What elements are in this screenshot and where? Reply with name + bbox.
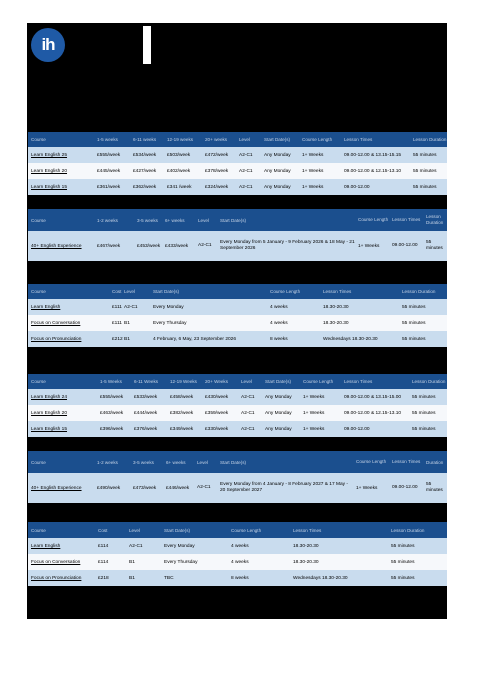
- table-row: [28, 538, 447, 554]
- table-cell: A2-C1: [241, 394, 255, 400]
- table-cell: £533/week: [134, 394, 158, 400]
- column-header: Level: [239, 137, 250, 142]
- table-cell: A2-C1: [124, 304, 138, 310]
- table-cell: 55 minutes: [413, 152, 437, 158]
- column-header: 1-5 weeks: [97, 137, 118, 142]
- table-cell: 4 weeks: [270, 304, 288, 310]
- column-header: Lesson Duration: [426, 214, 444, 225]
- column-header: Course Length: [303, 379, 334, 384]
- table-row: [28, 473, 447, 503]
- table-cell: 09.00-12.00 & 12.15-13.10: [344, 410, 402, 416]
- table-cell: £402/week: [167, 168, 191, 174]
- table-cell: £359/week: [205, 410, 229, 416]
- column-header: Lesson Duration: [402, 289, 436, 294]
- column-header: Course Length: [302, 137, 333, 142]
- table-header: [28, 374, 447, 389]
- table-row: [28, 315, 447, 331]
- table-row: [28, 389, 447, 405]
- course-link[interactable]: Focus on Pronunciation: [31, 336, 82, 342]
- course-link[interactable]: Learn English 15: [31, 426, 68, 432]
- table-cell: £378/week: [205, 168, 229, 174]
- table-row: [28, 421, 447, 437]
- table-cell: Any Monday: [264, 184, 291, 190]
- table-cell: 55 minutes: [412, 410, 436, 416]
- column-header: Course: [31, 137, 46, 142]
- course-link[interactable]: Focus on Pronunciation: [31, 575, 82, 581]
- column-header: Lesson Times: [344, 137, 373, 142]
- table-cell: 09.00-12.00 & 13.15-15.15: [344, 152, 402, 158]
- table-cell: 8 weeks: [270, 336, 288, 342]
- table-cell: £473/week: [133, 485, 157, 491]
- column-header: Lesson Times: [392, 459, 421, 464]
- table-header: [28, 451, 447, 473]
- table-cell: 55 minutes: [402, 304, 426, 310]
- column-header: Lesson Times: [392, 217, 421, 222]
- table-cell: 55 minutes: [413, 168, 437, 174]
- table-cell: Every Monday from 4 January - 8 February 2027 & 17 May - 20 September 2027: [220, 482, 348, 493]
- table-cell: £111: [112, 320, 122, 326]
- table-cell: 1+ Weeks: [302, 152, 324, 158]
- column-header: Start Date(s): [153, 289, 180, 294]
- table-header: [28, 132, 447, 147]
- column-header: Lesson Times: [323, 289, 352, 294]
- table-cell: Wednesdays 18.30-20.30: [323, 336, 378, 342]
- table-cell: B1: [129, 559, 135, 565]
- table-cell: Any Monday: [264, 152, 291, 158]
- column-header: Course: [31, 289, 46, 294]
- table-cell: A2-C1: [197, 485, 211, 490]
- table-cell: £430/week: [205, 394, 229, 400]
- table-cell: £376/week: [134, 426, 158, 432]
- course-link[interactable]: Focus on Conversation: [31, 320, 81, 326]
- table-cell: 55 minutes: [391, 543, 415, 549]
- table-cell: A2-C1: [241, 410, 255, 416]
- table-cell: 18.30-20.30: [323, 320, 349, 326]
- table-cell: £349/week: [170, 426, 194, 432]
- column-header: Level: [198, 217, 209, 223]
- table-cell: Any Monday: [265, 394, 292, 400]
- table-cell: 55 minutes: [402, 336, 426, 342]
- course-link[interactable]: 40+ English Experience: [31, 485, 82, 491]
- column-header: Course: [31, 459, 46, 465]
- column-header: Duration: [426, 459, 444, 465]
- table-cell: 55 minutes: [426, 240, 443, 251]
- table-row: [28, 147, 447, 163]
- table-cell: £396/week: [100, 426, 124, 432]
- table-cell: 55 minutes: [402, 320, 426, 326]
- table-cell: Any Monday: [265, 426, 292, 432]
- table-row: [28, 331, 447, 347]
- table-cell: £472/week: [205, 152, 229, 158]
- table-row: [28, 299, 447, 315]
- table-cell: £433/week: [165, 243, 189, 249]
- table-cell: £453/week: [137, 243, 161, 249]
- table-cell: £362/week: [133, 184, 157, 190]
- table-cell: 8 weeks: [231, 575, 249, 581]
- column-header: Cost: [98, 527, 108, 533]
- column-header: Lesson Duration: [391, 527, 425, 533]
- table-header: [28, 522, 447, 538]
- course-link[interactable]: Learn English 20: [31, 410, 68, 416]
- table-cell: £341 /week: [167, 184, 192, 190]
- table-cell: £463/week: [100, 410, 124, 416]
- table-cell: £458/week: [170, 394, 194, 400]
- table-cell: 1+ Weeks: [303, 426, 325, 432]
- table-cell: £212: [112, 336, 123, 342]
- column-header: Course Length: [231, 527, 262, 533]
- column-header: 20+ weeks: [205, 137, 228, 142]
- table-cell: 55 minutes: [412, 394, 436, 400]
- table-cell: £361/week: [97, 184, 121, 190]
- table-cell: A2-C1: [239, 152, 253, 158]
- column-header: Start Date(s): [265, 379, 292, 384]
- column-header: 12-19 weeks: [167, 137, 194, 142]
- table-cell: £114: [98, 559, 109, 565]
- course-link[interactable]: Focus on Conversation: [31, 559, 81, 565]
- column-header: Course: [31, 217, 46, 223]
- table-cell: £324/week: [205, 184, 229, 190]
- table-cell: A2-C1: [129, 543, 143, 549]
- logo-divider-bar: [143, 26, 151, 64]
- table-cell: Every Thursday: [153, 320, 187, 326]
- column-header: Course Length: [358, 217, 389, 222]
- table-cell: 09.00-12.00: [344, 426, 370, 432]
- table-cell: 1+ Weeks: [358, 243, 380, 249]
- table-cell: 1+ Weeks: [356, 485, 378, 491]
- table-cell: £446/week: [166, 485, 190, 491]
- column-header: Course: [31, 379, 46, 384]
- table-cell: 55 minutes: [391, 575, 415, 581]
- table-cell: Every Monday: [164, 543, 195, 549]
- table-cell: £467/week: [97, 243, 121, 249]
- table-cell: A2-C1: [239, 184, 253, 190]
- table-cell: B1: [129, 575, 135, 581]
- course-link[interactable]: Learn English: [31, 304, 61, 310]
- table-cell: 18.30-20.30: [323, 304, 349, 310]
- table-cell: £444/week: [134, 410, 158, 416]
- table-cell: £490/week: [97, 485, 121, 491]
- table-cell: B1: [124, 320, 130, 326]
- column-header: 3-5 weeks: [137, 217, 158, 223]
- table-header: [28, 209, 447, 231]
- table-cell: £534/week: [133, 152, 157, 158]
- column-header: 12-19 Weeks: [170, 379, 197, 384]
- course-link[interactable]: Learn English 15: [31, 184, 68, 190]
- table-cell: 55 minutes: [412, 426, 436, 432]
- column-header: Course: [31, 527, 46, 533]
- table-cell: 18.30-20.30: [293, 559, 319, 565]
- table-cell: 55 minutes: [391, 559, 415, 565]
- column-header: Level: [124, 289, 135, 294]
- table-cell: 09.00-12.00: [392, 485, 418, 490]
- table-2027-evening-courses: [28, 522, 447, 586]
- table-cell: Any Monday: [264, 168, 291, 174]
- table-cell: £111: [112, 304, 122, 310]
- table-row: [28, 554, 447, 570]
- table-cell: Every Monday from 5 January - 9 February 2026 & 18 May - 21 September 2026: [220, 240, 355, 251]
- table-cell: A2-C1: [241, 426, 255, 432]
- table-cell: 1+ Weeks: [303, 394, 325, 400]
- column-header: Course Length: [356, 459, 387, 464]
- column-header: Level: [241, 379, 252, 384]
- table-row: [28, 163, 447, 179]
- column-header: 6+ weeks: [166, 459, 186, 465]
- table-cell: 4 weeks: [231, 559, 249, 565]
- table-cell: Wednesdays 18.30-20.30: [293, 575, 348, 581]
- table-cell: 18.30-20.30: [293, 543, 319, 549]
- table-row: [28, 405, 447, 421]
- table-cell: £503/week: [167, 152, 191, 158]
- column-header: Start Date(s): [220, 217, 247, 223]
- table-cell: 4 weeks: [270, 320, 288, 326]
- table-2027-general-english: [28, 374, 447, 437]
- table-cell: 09.00-12.00 & 13.15-15.00: [344, 394, 402, 400]
- table-cell: B1: [124, 336, 130, 342]
- table-cell: £114: [98, 543, 109, 549]
- table-row: [28, 179, 447, 195]
- column-header: Lesson Times: [344, 379, 373, 384]
- table-cell: 4 weeks: [231, 543, 249, 549]
- table-cell: £382/week: [170, 410, 194, 416]
- table-cell: 09.00-12.00 & 12.15-13.10: [344, 168, 402, 174]
- table-cell: 55 minutes: [426, 482, 443, 493]
- column-header: Lesson Duration: [412, 379, 446, 384]
- table-cell: TBC: [164, 575, 174, 581]
- column-header: Start Date(s): [264, 137, 291, 142]
- table-cell: 1+ Weeks: [303, 410, 325, 416]
- column-header: 3-5 weeks: [133, 459, 154, 465]
- column-header: Level: [129, 527, 140, 533]
- column-header: 1-2 weeks: [97, 217, 118, 223]
- table-cell: 55 minutes: [413, 184, 437, 190]
- table-cell: £330/week: [205, 426, 229, 432]
- column-header: Cost: [112, 289, 122, 294]
- column-header: Start Date(s): [220, 459, 247, 465]
- ih-logo: ih: [31, 28, 65, 62]
- table-cell: £445/week: [97, 168, 121, 174]
- course-link[interactable]: 40+ English Experience: [31, 243, 82, 249]
- column-header: Lesson Duration: [413, 137, 447, 142]
- column-header: 1-2 weeks: [97, 459, 118, 465]
- table-row: [28, 231, 447, 261]
- column-header: Course Length: [270, 289, 301, 294]
- column-header: Level: [197, 459, 208, 465]
- table-cell: 09.00-12.00: [392, 243, 418, 248]
- table-cell: £555/week: [100, 394, 124, 400]
- course-link[interactable]: Learn English 20: [31, 168, 68, 174]
- course-link[interactable]: Learn English: [31, 543, 61, 549]
- table-cell: A2-C1: [239, 168, 253, 174]
- column-header: Start Date(s): [164, 527, 191, 533]
- course-link[interactable]: Learn English 25: [31, 152, 68, 158]
- table-cell: Every Monday: [153, 304, 184, 310]
- column-header: 6-11 weeks: [133, 137, 157, 142]
- table-cell: A2-C1: [198, 243, 212, 248]
- table-cell: 1+ Weeks: [302, 168, 324, 174]
- column-header: 20+ Weeks: [205, 379, 229, 384]
- table-2026-40-plus: [28, 209, 447, 261]
- table-cell: £218: [98, 575, 109, 581]
- table-2026-general-english: [28, 132, 447, 195]
- table-cell: 1+ Weeks: [302, 184, 324, 190]
- column-header: 1-5 Weeks: [100, 379, 122, 384]
- table-cell: £427/week: [133, 168, 157, 174]
- table-2027-40-plus: [28, 451, 447, 503]
- table-header: [28, 284, 447, 299]
- table-cell: 4 February, 6 May, 23 September 2026: [153, 336, 237, 342]
- table-cell: £555/week: [97, 152, 121, 158]
- table-2026-evening-courses: [28, 284, 447, 347]
- column-header: Lesson Times: [293, 527, 322, 533]
- column-header: 6+ weeks: [165, 217, 185, 223]
- table-cell: 09.00-12.00: [344, 184, 370, 190]
- table-cell: Any Monday: [265, 410, 292, 416]
- table-cell: Every Thursday: [164, 559, 198, 565]
- course-link[interactable]: Learn English 24: [31, 394, 68, 400]
- table-row: [28, 570, 447, 586]
- column-header: 6-11 Weeks: [134, 379, 159, 384]
